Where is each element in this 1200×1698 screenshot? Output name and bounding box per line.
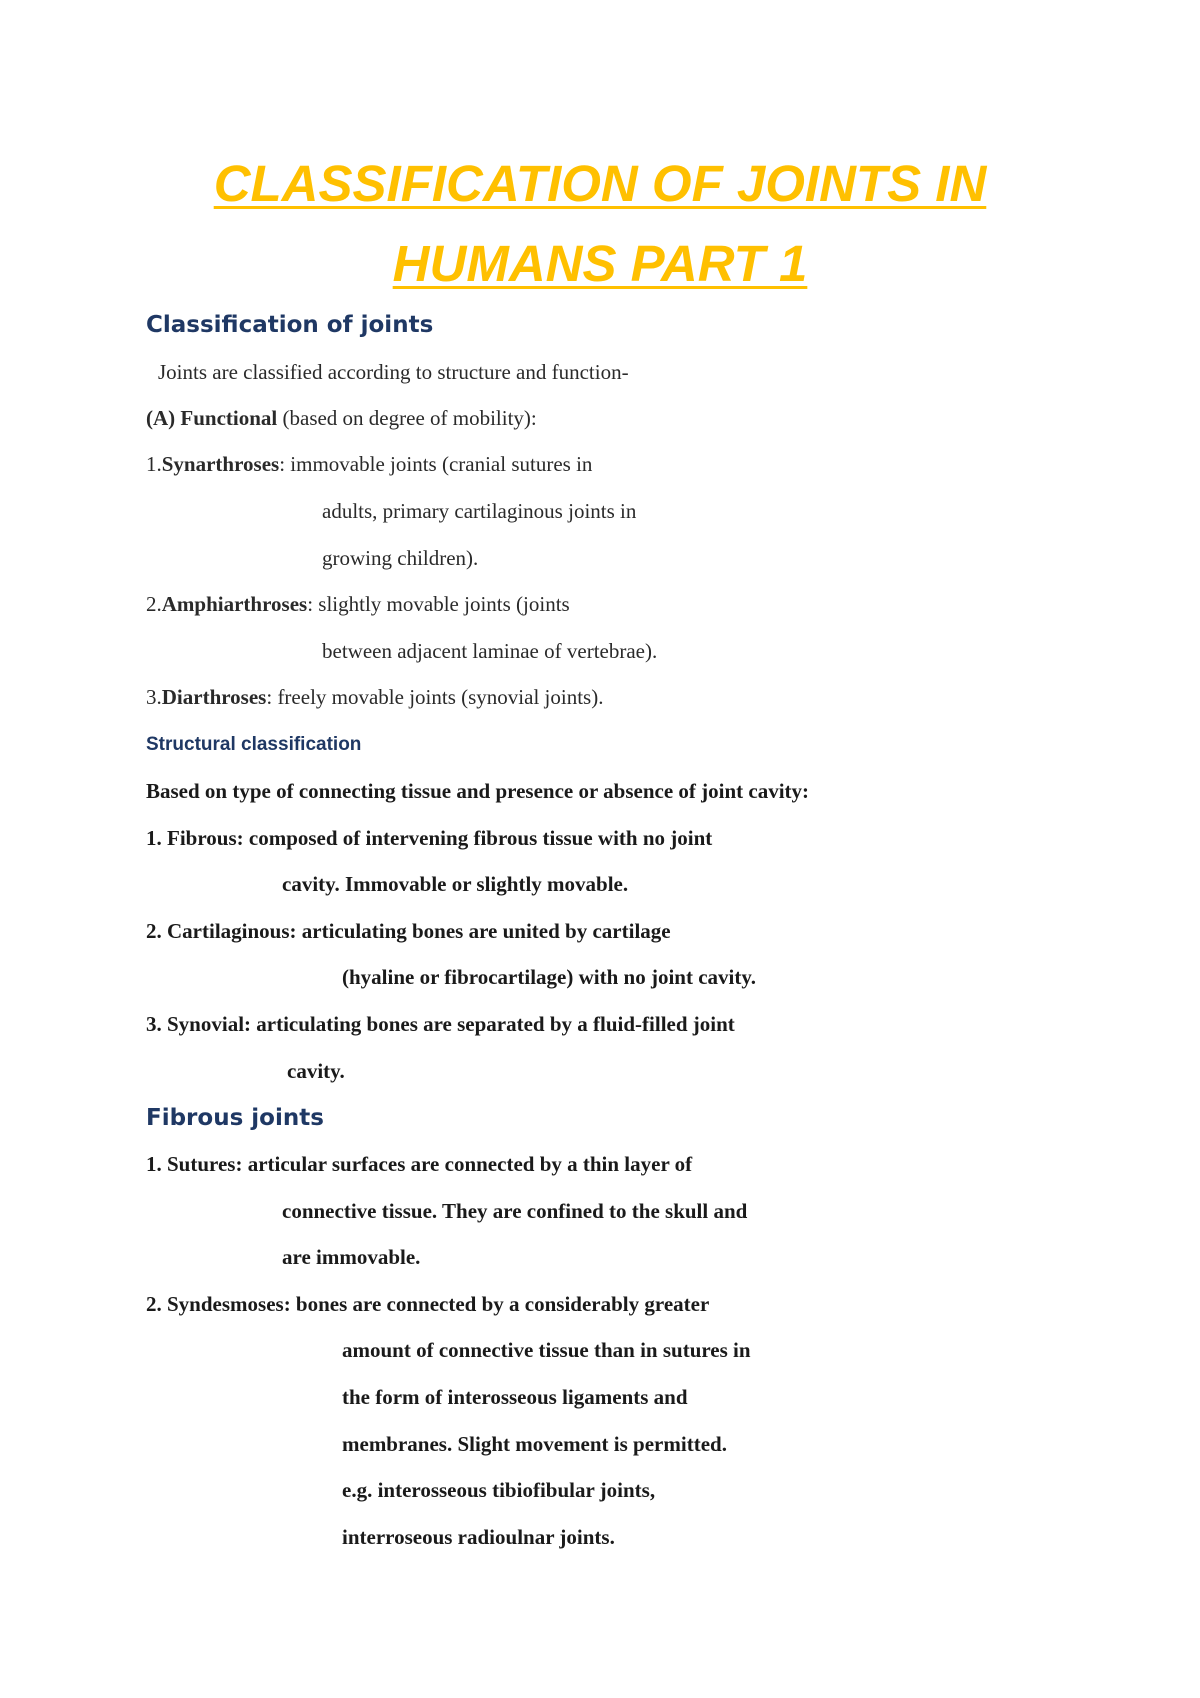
heading-fibrous-joints: Fibrous joints bbox=[146, 1105, 324, 1131]
synarthroses-continuation-1: adults, primary cartilaginous joints in bbox=[322, 499, 637, 523]
synovial-item: 3. Synovial: articulating bones are separated by a fluid-filled joint bbox=[146, 1012, 735, 1036]
syndesmoses-continuation-5: interroseous radioulnar joints. bbox=[342, 1525, 615, 1549]
syndesmoses-continuation-3: membranes. Slight movement is permitted. bbox=[342, 1432, 727, 1456]
sutures-item: 1. Sutures: articular surfaces are connected by a thin layer of bbox=[146, 1152, 693, 1176]
amphiarthroses-term: Amphiarthroses bbox=[161, 592, 308, 616]
functional-line bbox=[146, 408, 537, 429]
item-number: 3. bbox=[146, 685, 162, 709]
amphiarthroses-continuation: between adjacent laminae of vertebrae). bbox=[322, 639, 658, 663]
sutures-continuation-1: connective tissue. They are confined to the skull and bbox=[282, 1199, 748, 1223]
functional-label: (A) Functional bbox=[146, 406, 278, 430]
synarthroses-line bbox=[146, 454, 592, 475]
syndesmoses-continuation-4: e.g. interosseous tibiofibular joints, bbox=[342, 1478, 656, 1502]
heading-classification-of-joints: Classification of joints bbox=[146, 312, 434, 338]
amphiarthroses-line bbox=[146, 594, 570, 615]
intro-text: Joints are classified according to structure and function- bbox=[158, 360, 629, 384]
fibrous-item-continuation: cavity. Immovable or slightly movable. bbox=[282, 872, 629, 896]
syndesmoses-item: 2. Syndesmoses: bones are connected by a considerably greater bbox=[146, 1292, 710, 1316]
document-title-line-2: HUMANS PART 1 bbox=[392, 235, 808, 292]
functional-rest: (based on degree of mobility): bbox=[277, 406, 537, 430]
syndesmoses-continuation-2: the form of interosseous ligaments and bbox=[342, 1385, 688, 1409]
heading-structural-classification: Structural classification bbox=[146, 734, 362, 755]
amphiarthroses-text: : slightly movable joints (joints bbox=[307, 592, 570, 616]
cartilaginous-item-continuation: (hyaline or fibrocartilage) with no joint cavity. bbox=[342, 965, 756, 989]
diarthroses-line bbox=[146, 687, 603, 708]
item-number: 2. bbox=[146, 592, 162, 616]
synovial-item-continuation: cavity. bbox=[287, 1059, 345, 1083]
document-title-line-1: CLASSIFICATION OF JOINTS IN bbox=[213, 155, 987, 212]
synarthroses-continuation-2: growing children). bbox=[322, 546, 479, 570]
diarthroses-text: : freely movable joints (synovial joints). bbox=[266, 685, 604, 709]
item-number: 1. bbox=[146, 452, 162, 476]
synarthroses-text: : immovable joints (cranial sutures in bbox=[279, 452, 593, 476]
fibrous-item: 1. Fibrous: composed of intervening fibrous tissue with no joint bbox=[146, 826, 713, 850]
synarthroses-term: Synarthroses bbox=[161, 452, 280, 476]
cartilaginous-item: 2. Cartilaginous: articulating bones are united by cartilage bbox=[146, 919, 671, 943]
sutures-continuation-2: are immovable. bbox=[282, 1245, 421, 1269]
diarthroses-term: Diarthroses bbox=[161, 685, 267, 709]
syndesmoses-continuation-1: amount of connective tissue than in sutures in bbox=[342, 1338, 751, 1362]
structural-intro: Based on type of connecting tissue and presence or absence of joint cavity: bbox=[146, 779, 810, 803]
